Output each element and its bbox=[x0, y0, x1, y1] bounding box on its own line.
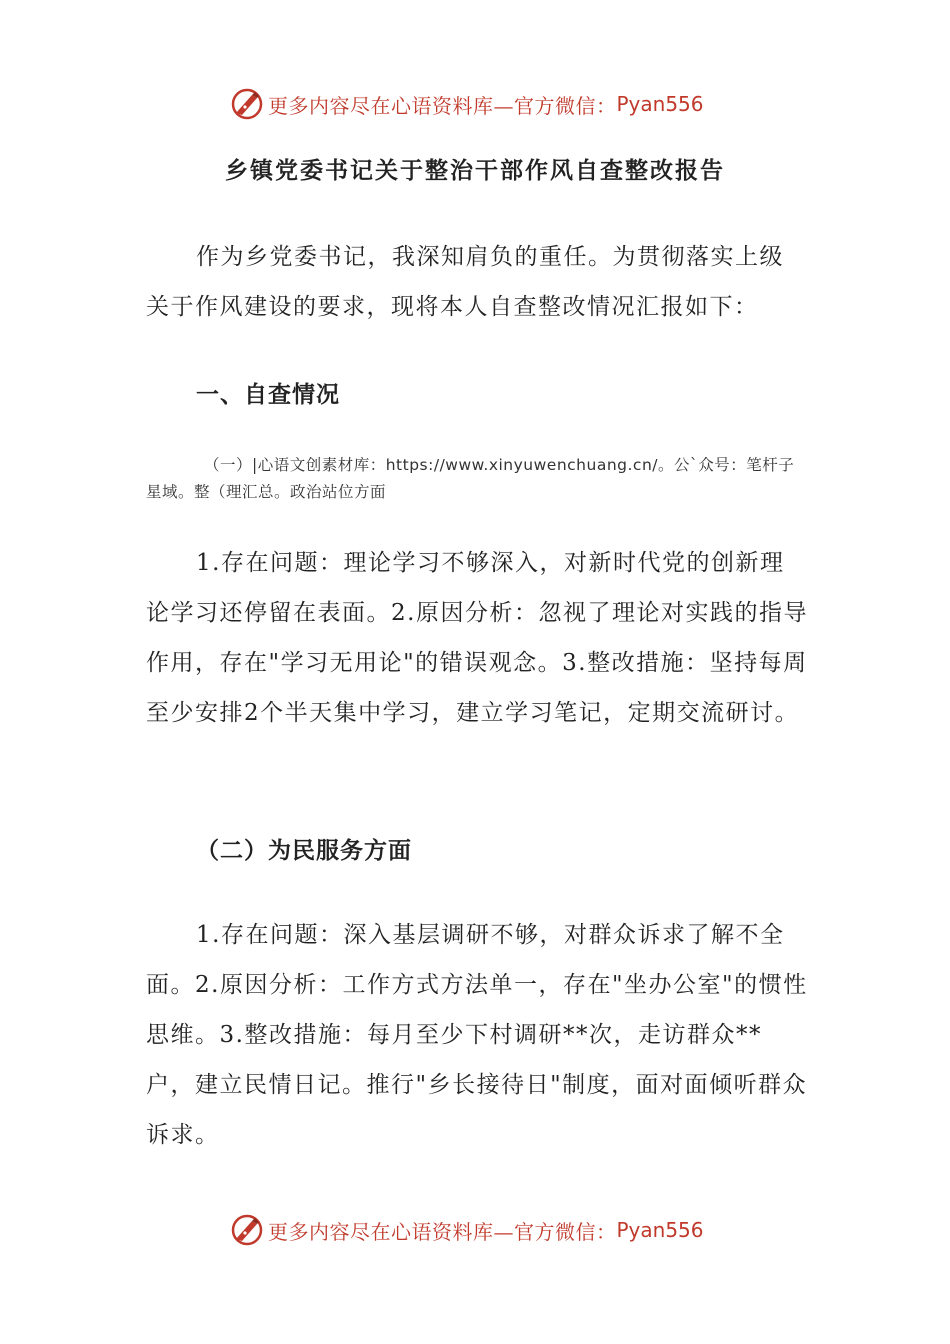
document-title: 乡镇党委书记关于整治干部作风自查整改报告 bbox=[225, 157, 725, 184]
pen-nib-logo-icon bbox=[230, 87, 264, 121]
banner-text: 更多内容尽在心语资料库—官方微信： bbox=[268, 93, 617, 118]
subsection-1-body: 1.存在问题：理论学习不够深入，对新时代党的创新理论学习还停留在表面。2.原因分析：忽视了理论对实践的指导作用，存在"学习无用论"的错误观念。3.整改措施：坚持每周至少安排2个半天集中学习，建立学习笔记，定期交流研讨。 bbox=[146, 550, 808, 726]
intro-paragraph: 作为乡党委书记，我深知肩负的重任。为贯彻落实上级关于作风建设的要求，现将本人自查整改情况汇报如下： bbox=[146, 244, 784, 320]
pen-nib-logo-icon bbox=[230, 1213, 264, 1247]
footer-watermark-banner bbox=[230, 1210, 704, 1250]
subsection-1-suffix: 。公`众号：笔杆子星域。整（理汇总。政治站位方面 bbox=[146, 456, 795, 501]
subsection-1-prefix: （一）|心语文创素材库： bbox=[204, 456, 386, 474]
subsection-2-body: 1.存在问题：深入基层调研不够，对群众诉求了解不全面。2.原因分析：工作方式方法单一，存在"坐办公室"的惯性思维。3.整改措施：每月至少下村调研**次，走访群众**户，建立民情日记。推行"乡长接待日"制度，面对面倾听群众诉求。 bbox=[146, 922, 808, 1148]
source-url-link[interactable]: https://www.xinyuwenchuang.cn/ bbox=[385, 456, 658, 474]
banner-text: 更多内容尽在心语资料库—官方微信： bbox=[268, 1219, 617, 1244]
section-heading-self-check: 一、自查情况 bbox=[196, 381, 340, 408]
subsection-2-heading: （二）为民服务方面 bbox=[196, 837, 412, 864]
subsection-1-heading bbox=[146, 452, 808, 506]
header-watermark-banner bbox=[230, 84, 704, 124]
banner-account: Pyan556 bbox=[616, 1218, 704, 1242]
banner-account: Pyan556 bbox=[616, 92, 704, 116]
